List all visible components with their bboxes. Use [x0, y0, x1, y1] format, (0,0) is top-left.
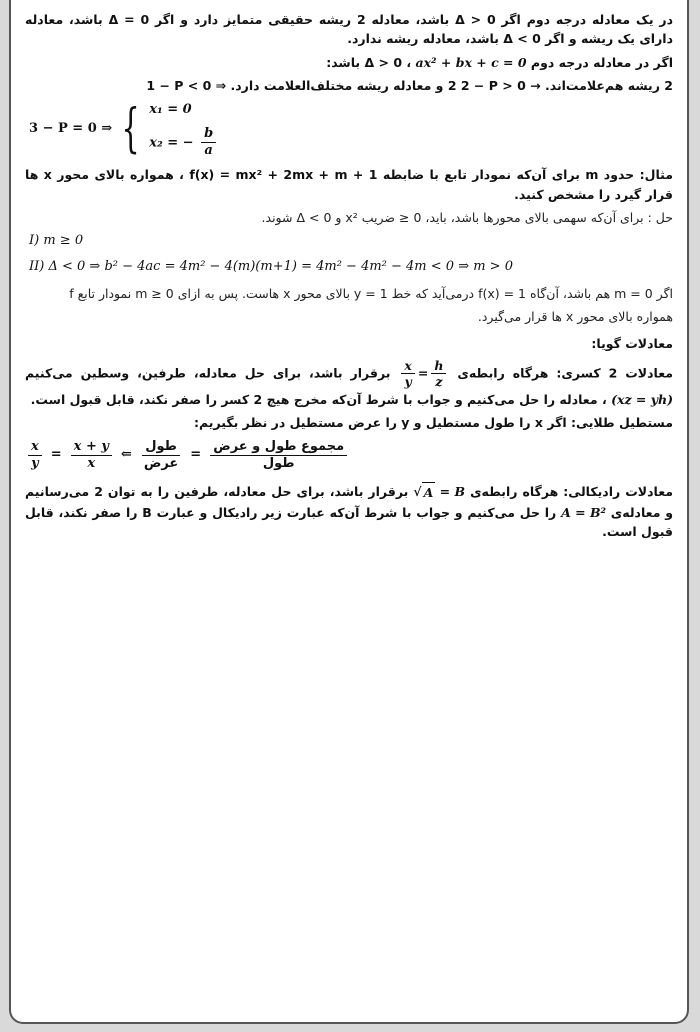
case3-x1: x₁ = 0 — [149, 101, 192, 117]
rational-equation: $\frac{x}{y}$ = $\frac{h}{z}$ — [398, 358, 449, 390]
radical-title: معادلات رادیکالی: — [563, 484, 673, 500]
sqrt-argument: A — [422, 482, 436, 502]
example-note2: همواره بالای محور x ها قرار می‌گیرد. — [477, 308, 673, 324]
radical-rhs: = B — [439, 484, 466, 500]
case1-expression: 1 − P < 0 ⇒ — [146, 78, 227, 94]
radical-equation — [413, 482, 465, 502]
case3-x2-num: b — [201, 126, 216, 143]
example-paragraph — [25, 165, 673, 204]
golden-frac-1-num: مجموع طول و عرض — [210, 439, 347, 456]
rational-frac-right-den: z — [435, 374, 443, 390]
golden-frac-3 — [71, 439, 112, 473]
left-brace: { — [121, 99, 140, 160]
rational-heading: معادلات گویا: — [591, 336, 673, 352]
case3-block — [29, 100, 673, 160]
example-step1: I) m ≥ 0 — [29, 233, 84, 249]
golden-frac-2 — [141, 439, 181, 473]
rational-frac-right — [431, 358, 446, 390]
case3-rows — [149, 100, 219, 160]
golden-text: اگر x را طول مستطیل و y را عرض مستطیل در نظر بگیریم: — [193, 415, 567, 431]
quadratic-condition-text: اگر در معادله درجه دوم — [530, 54, 673, 70]
golden-frac-1-den: طول — [262, 455, 295, 471]
rational-frac-left — [401, 358, 414, 390]
quadratic-equation: ax² + bx + c = 0 — [415, 54, 527, 70]
rational-title: معادلات 2 کسری: — [556, 365, 673, 381]
example-solution: حل : برای آن‌که سهمی بالای محورها باشد، باید، 0 ≤ ضریب x² و Δ < 0 شوند. — [261, 209, 673, 225]
example-label: مثال: — [639, 167, 673, 183]
rational-text-c: ، معادله را حل می‌کنیم و جواب با شرط آن‌که مخرج هیچ 2 کسر را صفر نکند، قابل قبول است. — [30, 391, 607, 407]
rational-cross-eq: (xz = yh) — [611, 391, 673, 407]
rational-frac-left-num: x — [401, 358, 414, 375]
golden-frac-4 — [28, 439, 42, 473]
golden-title: مستطیل طلایی: — [571, 415, 673, 431]
golden-frac-3-num: x + y — [71, 439, 112, 456]
golden-frac-2-num: طول — [142, 439, 180, 456]
golden-paragraph — [25, 413, 673, 432]
radical-text-b: برقرار باشد، برای حل معادله، طرفین را به توان 2 می‌رسانیم و معادله‌ی — [25, 484, 673, 520]
case3-expression: 3 − P = 0 ⇒ — [29, 121, 113, 137]
golden-frac-2-den: عرض — [143, 455, 179, 471]
case2-text: 2 ریشه هم‌علامت‌اند. — [544, 78, 673, 94]
case3-x2-left: x₂ = − — [149, 134, 194, 150]
radical-text-a: هرگاه رابطه‌ی — [470, 484, 559, 500]
case3-x2 — [149, 126, 219, 160]
radical-paragraph — [25, 482, 673, 541]
rational-text-b: برقرار باشد، برای حل معادله، طرفین، وسطین می‌کنیم — [25, 365, 391, 381]
equals-sign: = — [190, 447, 202, 463]
example-step2: II) Δ < 0 ⇒ b² − 4ac = 4m² − 4(m)(m+1) = 4m² − 4m² − 4m < 0 ⇒ m > 0 — [29, 259, 513, 275]
golden-frac-1 — [210, 439, 347, 473]
radical-squared-eq: A = B² — [561, 504, 606, 520]
equals-sign-2: = — [50, 447, 62, 463]
rational-frac-left-den: y — [404, 374, 412, 390]
quadratic-delta: ، Δ > 0 باشد: — [326, 54, 412, 70]
intro-paragraph: در یک معادله درجه دوم اگر Δ > 0 باشد، معادله 2 ریشه حقیقی متمایز دارد و اگر Δ = 0 باشد، معادله دارای یک ریشه و اگر Δ < 0 باشد، معادله ریشه ندارد. — [25, 12, 673, 47]
golden-frac-4-num: x — [28, 439, 42, 456]
radical-text-c: را حل می‌کنیم و جواب با شرط آن‌که عبارت زیر رادیکال و عبارت B را صفر نکند، قابل قبول است. — [25, 504, 673, 539]
golden-frac-3-den: x — [87, 455, 96, 471]
case1-number: 2 و معادله — [393, 78, 457, 94]
document-content — [11, 0, 687, 541]
case3-x2-den: a — [204, 142, 213, 158]
case3-x2-fraction — [201, 126, 216, 160]
rational-text-a: هرگاه رابطه‌ی — [457, 365, 549, 381]
example-note1: اگر m = 0 هم باشد، آن‌گاه f(x) = 1 درمی‌آید که خط y = 1 بالای محور x هاست. پس به ازای m ≥ 0 نمودار تابع f — [69, 285, 673, 301]
cases-line — [25, 76, 673, 95]
implies-arrow: ⇐ — [120, 447, 132, 463]
case2-expression: 2 − P > 0 → — [460, 78, 541, 94]
document-page — [9, 0, 689, 1024]
sqrt-symbol: √ A — [413, 482, 435, 502]
quadratic-condition — [25, 53, 673, 72]
example-text: حدود m برای آن‌که نمودار تابع با ضابطه f(x) = mx² + 2mx + m + 1 ، همواره بالای محور x ها قرار گیرد را مشخص کنید. — [25, 167, 673, 202]
rational-frac-right-num: h — [431, 358, 446, 375]
case1-text: ریشه مختلف‌العلامت دارد. — [230, 78, 389, 94]
rational-paragraph — [25, 358, 673, 410]
golden-frac-4-den: y — [31, 455, 39, 471]
golden-ratio-formula — [25, 439, 673, 473]
